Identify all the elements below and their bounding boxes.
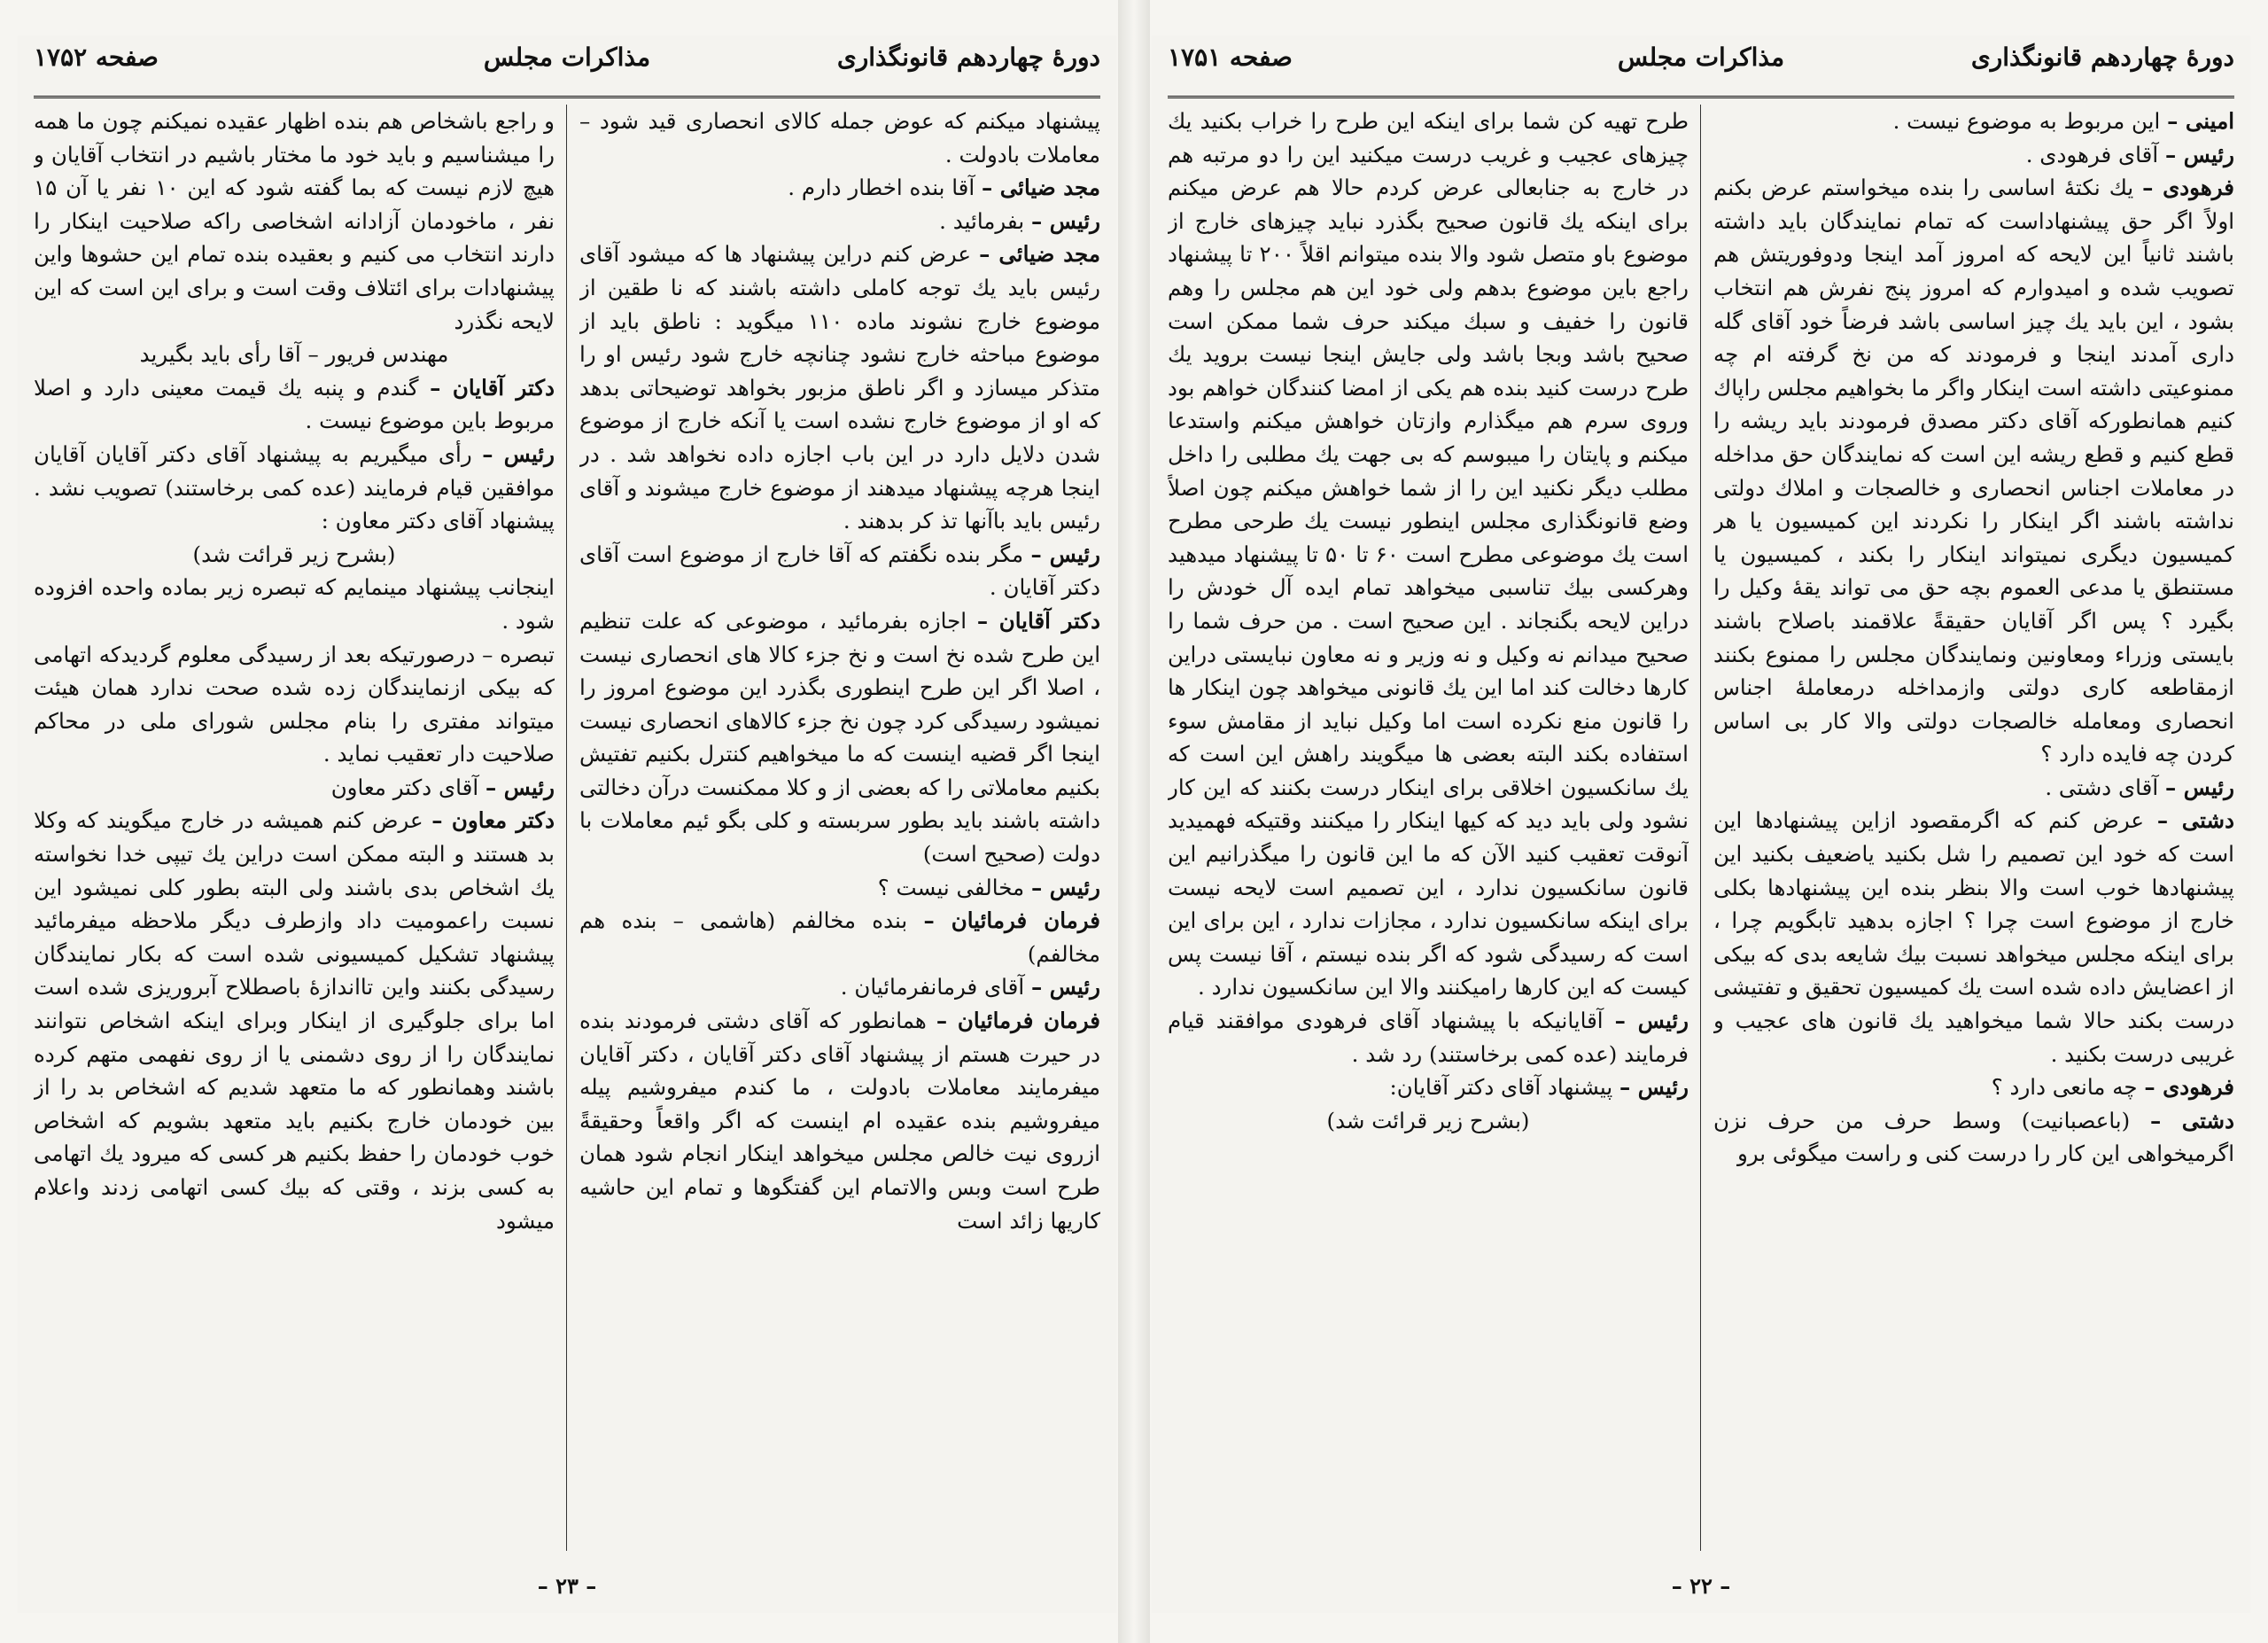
- speech-paragraph: [1168, 105, 1689, 1004]
- speech-text: عرض کنم همیشه در خارج میگویند که وکلا بد هستند و البته ممکن است دراین یك تیپی خدا نخواسته یك اشخاص بدی باشند ولی البته بطور کلی نمیشود این نسبت راعمومیت داد وازطرف دیگر ملاحظه میفرمائید پیشنهاد تشکیل کمیسیونی شده است که بکار نمایندگان رسیدگی بکنند واین تااندازهٔ باصطلاح آبروریزی شده است اما برای جلوگیری از اینکار وبرای اینکه اشخاص نتوانند نمایندگان را از روی دشمنی یا از روی نفهمی متهم کرده باشند وهمانطور که ما متعهد شدیم که اشخاص بد را از بین خودمان خارج بکنیم باید متعهد بشویم که اشخاص خوب خودمان را حفظ بکنیم هر کسی که میرود یك اتهامی به کسی بزند ، وقتی که بیك کسی اتهامی زدند واعلام میشود: [34, 807, 555, 1234]
- speaker-name: رئیس –: [1030, 874, 1100, 900]
- speech-paragraph: [34, 438, 555, 538]
- speaker-name: رئیس –: [1030, 974, 1100, 1001]
- speech-paragraph: [1713, 804, 2234, 1071]
- speaker-name: رئیس –: [1030, 541, 1100, 567]
- speech-text: گندم و پنبه یك قیمت معینی دارد و اصلا مربوط باین موضوع نیست .: [34, 374, 555, 434]
- speaker-name: رئیس –: [482, 440, 555, 467]
- text-column-left: [34, 105, 555, 1551]
- speech-paragraph: [579, 1004, 1100, 1237]
- speech-paragraph: [579, 171, 1100, 205]
- header-title: مذاکرات مجلس: [483, 43, 651, 72]
- speech-paragraph: [1168, 1104, 1689, 1138]
- speaker-name: امینی –: [2167, 108, 2234, 134]
- speaker-name: فرمان فرمائیان –: [923, 907, 1100, 934]
- speech-paragraph: [1713, 171, 2234, 771]
- speaker-name: مجد ضیائی –: [979, 241, 1100, 268]
- speech-text: رأی میگیریم به پیشنهاد آقای دکتر آقایان آقایان موافقین قیام فرمایند (عده کمی برخاستند) تصویب نشد . پیشنهاد آقای دکتر معاون :: [34, 440, 555, 534]
- speech-text: آقایانیکه با پیشنهاد آقای فرهودی موافقند قیام فرمایند (عده کمی برخاستند) رد شد .: [1168, 1008, 1689, 1067]
- speech-paragraph: [1713, 771, 2234, 805]
- header-session: دورهٔ چهاردهم قانونگذاری: [836, 43, 1100, 72]
- speech-paragraph: [34, 371, 555, 438]
- speech-text: بنده مخالفم (هاشمی – بنده هم مخالفم): [579, 907, 1100, 967]
- header-page-number: صفحه ۱۷۵۲: [34, 43, 159, 72]
- speaker-name: فرهودی –: [2142, 175, 2234, 201]
- speech-text: (باعصبانیت) وسط حرف من حرف نزن اگرمیخواهی این کار را درست کنی و راست میگوئی برو: [1713, 1107, 2234, 1167]
- book-gutter: [1118, 0, 1150, 1643]
- speech-text: (بشرح زیر قرائت شد): [192, 541, 396, 567]
- speech-text: آقای فرهودی .: [2025, 141, 2159, 167]
- speech-paragraph: [579, 538, 1100, 604]
- speech-text: آقای فرمانفرمائیان .: [840, 974, 1025, 1001]
- text-column-left: [1168, 105, 1689, 1551]
- speech-text: چه مانعی دارد ؟: [1991, 1074, 2138, 1101]
- speech-paragraph: [34, 571, 555, 637]
- speech-paragraph: [1713, 138, 2234, 172]
- speech-text: آقا بنده اخطار دارم .: [788, 175, 975, 201]
- speaker-name: رئیس –: [2164, 141, 2234, 167]
- page-header: [34, 35, 1100, 98]
- speaker-name: دشتی –: [2149, 1107, 2234, 1133]
- speech-text: عرض کنم دراین پیشنهاد ها که میشود آقای رئیس باید یك توجه کاملی داشته باشند که نا طقین از موضوع خارج نشوند ماده ۱۱۰ میگوید : ناطق باید از موضوع مباحثه خارج نشود چنانچه خارج شود رئیس او را متذکر میسازد و اگر ناطق مزبور بخواهد توضیحاتی بدهد که او از موضوع خارج نشده است یا آنکه خارج از موضوع شدن دلایل دارد در این باب اجازه داده نخواهد شد . در اینجا هرچه پیشنهاد میدهند از موضوع خارج میشوند و آقای رئیس باید باآنها تذ کر بدهند .: [579, 241, 1100, 534]
- speaker-name: مجد ضیائی –: [981, 175, 1100, 201]
- speech-paragraph: [579, 904, 1100, 970]
- column-divider: [1700, 105, 1701, 1551]
- speech-paragraph: [1168, 1071, 1689, 1104]
- speech-paragraph: [34, 538, 555, 572]
- speech-paragraph: [34, 105, 555, 338]
- speech-paragraph: [34, 804, 555, 1237]
- speech-text: آقای دشتی .: [2045, 774, 2159, 800]
- speaker-name: دکتر آقایان –: [430, 374, 555, 401]
- speech-paragraph: [1713, 1071, 2234, 1104]
- speaker-name: دکتر معاون –: [431, 807, 555, 834]
- speech-paragraph: [1713, 105, 2234, 138]
- column-divider: [566, 105, 567, 1551]
- speech-paragraph: [34, 771, 555, 805]
- speaker-name: دکتر آقایان –: [976, 607, 1100, 634]
- speech-text: پیشنهاد میکنم که عوض جمله کالای انحصاری قید شود – معاملات بادولت .: [579, 108, 1100, 167]
- speech-text: اجازه بفرمائید ، موضوعی که علت تنظیم این طرح شده نخ است و نخ جزء کالا های انحصاری نیست ، اصلا اگر این طرح اینطوری بگذرد این موضوع امروز را نمیشود رسیدگی کرد چون نخ جزء کالاهای انحصاری نیست اینجا اگر قضیه اینست که ما میخواهیم کنترل بکنیم تفتیش بکنیم معاملاتی را که بعضی از و کلا ممکنست درآن دخالتی داشته باشند باید بطور سربسته و کلی بگو ئیم معاملات با دولت (صحیح است): [579, 607, 1100, 868]
- page-footer-number: – ۲۳ –: [537, 1573, 597, 1599]
- speech-paragraph: [579, 105, 1100, 171]
- speech-text: عرض کنم که اگرمقصود ازاین پیشنهادها این است که خود این تصمیم را شل بکنید یاضعیف بکنید این پیشنهادها خوب است والا بنظر بنده این پیشنهادها بکلی خارج از موضوع است چرا ؟ اجازه بدهید تابگویم چرا ، برای اینکه مجلس میخواهد نسبت بیك شایعه بدی که بیکی از اعضایش داده شده است یك کمیسیون تحقیق و تفتیشی درست بکند حالا شما میخواهید یك قانون های عجیب و غریبی درست بکنید .: [1713, 807, 2234, 1067]
- page-right: [1152, 35, 2250, 1613]
- text-column-right: [1713, 105, 2234, 1551]
- page-header: [1168, 35, 2234, 98]
- speech-text: پیشنهاد آقای دکتر آقایان:: [1389, 1074, 1613, 1101]
- speech-paragraph: [579, 237, 1100, 537]
- page-footer-number: – ۲۲ –: [1671, 1573, 1731, 1599]
- speech-text: همانطور که آقای دشتی فرمودند بنده در حیرت هستم از پیشنهاد آقای دکتر آقایان ، دکتر آقایان میفرمایند معاملات بادولت ، ما کندم میفروشیم پیله میفروشیم بنده عقیده ام اینست که اگر واقعاً وحقیقةً ازروی نیت خالص مجلس میخواهد اینکار انجام شود همان طرح است وبس والاتمام این گفتگوها و تمام این حاشیه کاریها زائد است: [579, 1008, 1100, 1234]
- speaker-name: رئیس –: [1614, 1008, 1689, 1034]
- speaker-name: دشتی –: [2156, 807, 2234, 834]
- header-session: دورهٔ چهاردهم قانونگذاری: [1970, 43, 2234, 72]
- speech-paragraph: [34, 638, 555, 771]
- speaker-name: فرهودی –: [2144, 1074, 2234, 1101]
- header-title: مذاکرات مجلس: [1617, 43, 1785, 72]
- speech-text: آقای دکتر معاون: [330, 774, 479, 800]
- speaker-name: رئیس –: [1619, 1074, 1689, 1101]
- speech-text: یك نکتهٔ اساسی را بنده میخواستم عرض بکنم اولاً اگر حق پیشنهاداست که تمام نمایندگان باید داشته باشند ثانیاً این لایحه که امروز آمد اینجا ودوفوریتش هم تصویب شده و امیدوارم که امروز پنج نفرش هم انتخاب بشود ، این باید یك چیز اساسی باشد فرضاً خود آقای گله داری آمدند اینجا و فرمودند که من نخ گرفته ام چه ممنوعیتی داشته است اینکار واگر ما بخواهیم مجلس راپاك کنیم همانطورکه آقای دکتر مصدق فرمودند باید ریشه را قطع کنیم و قطع ریشه این است که نمایندگان حق مداخله در معاملات اجناس انحصاری و خالصجات و املاك دولتی نداشته باشند اگر اینکار را نکردند این کمیسیون یا هر کمیسیون دیگری نمیتواند اینکار را بکند ، کمیسیون یا مستنطق یا مدعی العموم بچه حق می تواند یقهٔ وکیل را بگیرد ؟ پس اگر آقایان حقیقةً علاقمند باصلاح باشند بایستی وزراء ومعاونین ونمایندگان مجلس را ممنوع بکنند ازمقاطعه کاری دولتی وازمداخله درمعاملهٔ اجناس انحصاری ومعامله خالصجات دولتی والا کار بی اساس کردن چه فایده دارد ؟: [1713, 175, 2234, 767]
- speech-paragraph: [579, 205, 1100, 238]
- speech-paragraph: [579, 871, 1100, 905]
- speech-paragraph: [1713, 1104, 2234, 1171]
- speech-paragraph: [579, 604, 1100, 871]
- speaker-name: فرمان فرمائیان –: [936, 1008, 1100, 1034]
- speech-paragraph: [1168, 1004, 1689, 1071]
- speech-text: (بشرح زیر قرائت شد): [1326, 1107, 1530, 1133]
- text-column-right: [579, 105, 1100, 1551]
- speech-text: تبصره – درصورتیکه بعد از رسیدگی معلوم گردیدکه اتهامی که بیکی ازنمایندگان زده شده صحت ندارد همان هیئت میتواند مفتری را بنام مجلس شورای ملی در محاکم صلاحیت دار تعقیب نماید .: [34, 641, 555, 767]
- speech-text: و راجع باشخاص هم بنده اظهار عقیده نمیکنم چون ما همه را میشناسیم و باید خود ما مختار باشیم در انتخاب آقایان و هیچ لازم نیست که بما گفته شود که این ۱۰ نفر یا آن ۱۵ نفر ، ماخودمان آزادانه اشخاصی راکه صلاحیت اینکار را دارند انتخاب می کنیم و بعقیده بنده تمام این حشوها واین پیشنهادات برای ائتلاف وقت است و برای این است که این لایحه نگذرد: [34, 108, 555, 334]
- speaker-name: رئیس –: [1030, 207, 1100, 234]
- page-left: [18, 35, 1116, 1613]
- header-page-number: صفحه ۱۷۵۱: [1168, 43, 1293, 72]
- speech-text: مهندس فریور – آقا رأی باید بگیرید: [139, 341, 449, 368]
- speech-text: طرح تهیه کن شما برای اینکه این طرح را خراب بکنید یك چیزهای عجیب و غریب درست میکنید این را دو مرتبه هم در خارج به جنابعالی عرض کردم حالا هم عرض میکنم برای اینکه یك قانون صحیح بگذرد نباید چیزهای خارج از موضوع باو متصل شود والا بنده میتوانم اقلاً ۲۰۰ تا پیشنهاد راجع باین موضوع بدهم ولی خود این هم مجلس را وهم قانون را خفیف و سبك میکند حرف شما ممکن است صحیح باشد وبجا باشد ولی جایش اینجا نیست بروید یك طرح درست کنید بنده هم یکی از امضا کنندگان خواهم بود وروی سرم هم میگذارم وازتان خواهش میکنم واستدعا میکنم و پایتان را میبوسم که بی جهت یك مطلبی را داخل مطلب دیگر نکنید این را از شما خواهش میکنم چون اصلاً وضع قانونگذاری مجلس اینطور نیست یك طرحی مطرح است یك موضوعی مطرح است ۶۰ تا ۵۰ تا پیشنهاد میدهید وهرکسی بیك تناسبی میخواهد تمام ایده آل خودش را دراین لایحه بگنجاند . این صحیح است . من حرف شما را صحیح میدانم نه وکیل و نه وزیر و نه معاون نبایستی دراین کارها دخالت کند اما این یك قانونی میخواهد چون اینکار ها را قانون منع نکرده است اما وکیل نباید از مقامش سوء استفاده بکند البته بعضی ها میگویند راهش این است که یك سانکسیون اخلاقی برای اینکار درست بکنند که این کار نشود ولی باید دید که کیها اینکار را میکنند وقتیکه فهمیدید آنوقت تعقیب کنید الآن که ما این قانون را میگذرانیم این قانون سانکسیون ندارد ، این تصمیم است لایحه نیست برای اینکه سانکسیون ندارد ، مجازات ندارد ، این برای این است که رسیدگی شود که اگر بنده نیستم ، آقا نیست پس کیست که این کارها رامیکنند والا این سانکسیون ندارد .: [1168, 108, 1689, 1001]
- speech-text: بفرمائید .: [939, 207, 1025, 234]
- speech-paragraph: [34, 338, 555, 371]
- speech-paragraph: [579, 970, 1100, 1004]
- speaker-name: رئیس –: [485, 774, 555, 800]
- speech-text: این مربوط به موضوع نیست .: [1892, 108, 2161, 134]
- speech-text: اینجانب پیشنهاد مینمایم که تبصره زیر بماده واحده افزوده شود .: [34, 574, 555, 634]
- speech-text: مخالفی نیست ؟: [877, 874, 1025, 900]
- speech-text: مگر بنده نگفتم که آقا خارج از موضوع است آقای دکتر آقایان .: [579, 541, 1100, 601]
- speaker-name: رئیس –: [2164, 774, 2234, 800]
